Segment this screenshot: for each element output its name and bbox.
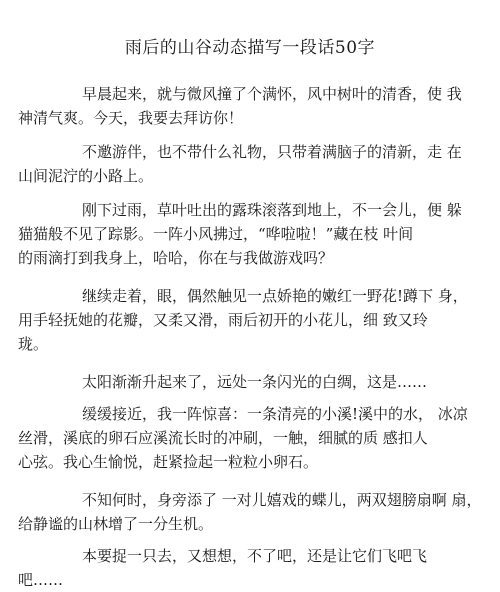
- paragraph-2: [18, 140, 462, 188]
- paragraph-5: [50, 370, 460, 394]
- paragraph-line: 珑。: [18, 335, 49, 353]
- paragraph-line: 神清气爽。今天，我要去拜访你！: [18, 109, 244, 127]
- paragraph-8: [18, 544, 460, 592]
- paragraph-line: 继续走着，眼，偶然触见一点娇艳的嫩红一野花!蹲下 身，: [82, 287, 468, 305]
- paragraph-line: 刚下过雨，草叶吐出的露珠滚落到地上，不一会儿，便 躲: [82, 201, 462, 219]
- paragraph-line: 本要捉一只去，又想想，不了吧，还是让它们飞吧飞: [82, 547, 428, 565]
- paragraph-line: 不知何时，身旁添了 一对儿嬉戏的蝶儿，两双翅膀扇啊 扇，: [82, 491, 482, 509]
- paragraph-line: 用手轻抚她的花瓣，又柔又滑，雨后初开的小花儿，细 致又玲: [18, 311, 428, 329]
- paragraph-line: 缓缓接近，我一阵惊喜：一条清亮的小溪!溪中的水， 冰凉: [82, 405, 468, 423]
- paragraph-line: 太阳渐渐升起来了，远处一条闪光的白绸，这是……: [82, 373, 428, 391]
- paragraph-line: 不邀游伴，也不带什么礼物，只带着满脑子的清新，走 在: [82, 143, 462, 161]
- paragraph-line: 心弦。我心生愉悦，赶紧捡起一粒粒小卵石。: [18, 453, 319, 471]
- paragraph-3: [18, 198, 462, 270]
- paragraph-line: 丝滑，溪底的卵石应溪流长时的冲刷，一触，细腻的质 感扣人: [18, 429, 428, 447]
- document-title: 雨后的山谷动态描写一段话50字: [124, 38, 376, 58]
- paragraph-line: 给静谧的山林增了一分生机。: [18, 515, 214, 533]
- paragraph-4: [18, 284, 468, 356]
- paragraph-line: 吧……: [18, 571, 64, 589]
- paragraph-line: 猫猫般不见了踪影。一阵小风拂过，“哗啦啦！”藏在枝 叶间: [18, 225, 414, 243]
- paragraph-7: [18, 488, 482, 536]
- paragraph-line: 早晨起来，就与微风撞了个满怀，风中树叶的清香，使 我: [82, 85, 462, 103]
- paragraph-6: [18, 402, 468, 474]
- paragraph-line: 的雨滴打到我身上，哈哈，你在与我做游戏吗？: [18, 249, 334, 267]
- paragraph-line: 山间泥泞的小路上。: [18, 167, 154, 185]
- paragraph-1: [18, 82, 462, 130]
